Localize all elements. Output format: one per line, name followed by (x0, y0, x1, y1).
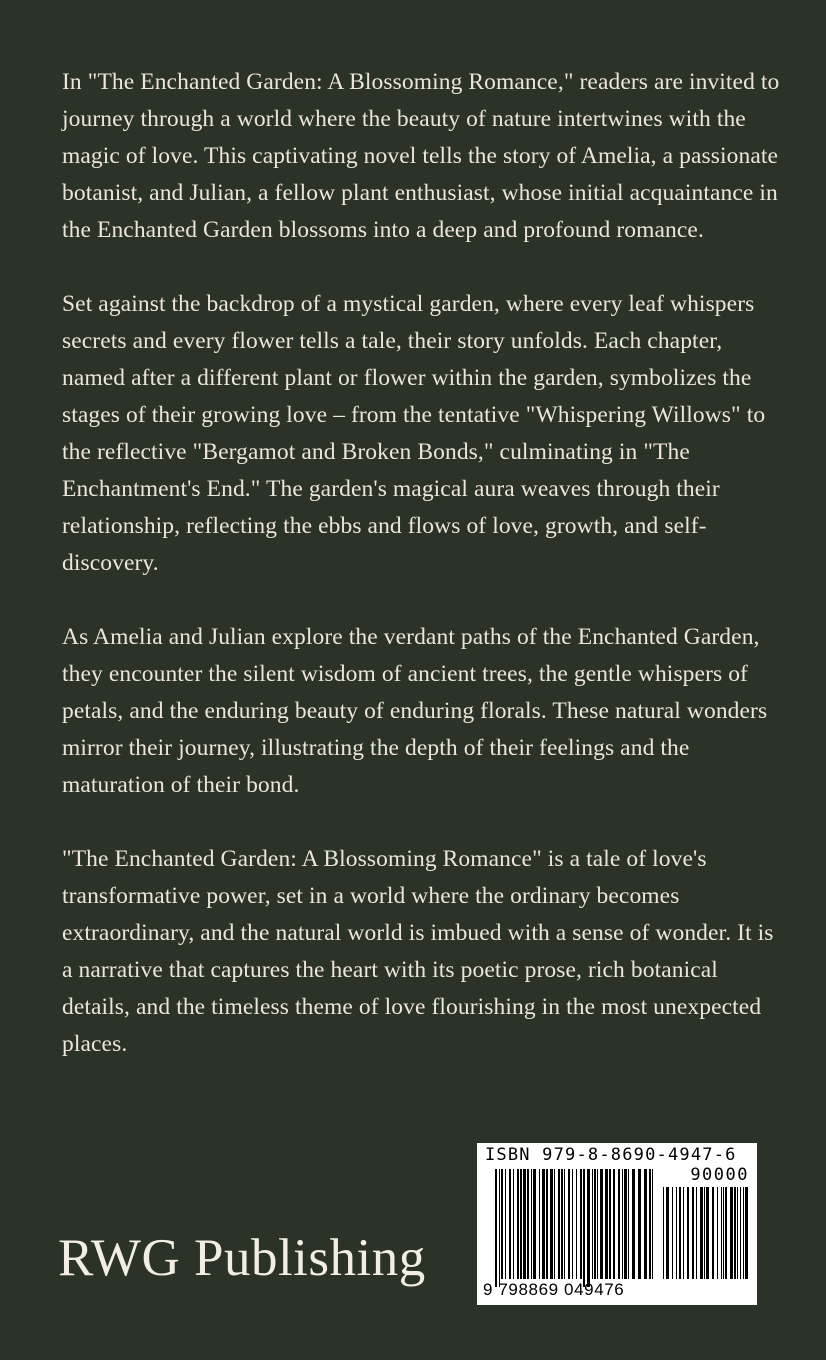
barcode-bar (652, 1169, 653, 1279)
barcode-bar (696, 1187, 697, 1279)
barcode-bar (576, 1169, 577, 1279)
barcode-bar (609, 1169, 611, 1279)
barcode-bar (572, 1169, 573, 1279)
barcode-bar (605, 1169, 608, 1279)
barcode-bar (704, 1187, 705, 1279)
barcode-bar (554, 1169, 555, 1279)
barcode-bar (725, 1187, 727, 1279)
barcode-bar (644, 1169, 647, 1279)
barcode-bar (700, 1187, 703, 1279)
barcode-bar (666, 1187, 669, 1279)
barcode-bar (592, 1169, 593, 1279)
barcode-bar (743, 1187, 744, 1279)
isbn-label: ISBN 979-8-8690-4947-6 (485, 1145, 737, 1165)
barcode-bar (676, 1187, 677, 1279)
barcode-bar (517, 1169, 519, 1279)
barcode-bar (531, 1169, 532, 1279)
barcode-bar (533, 1169, 536, 1279)
barcode-bar (587, 1169, 590, 1287)
barcode-bar (632, 1169, 635, 1279)
barcode-bar (672, 1187, 673, 1279)
barcode-bar (683, 1187, 684, 1279)
barcode-bar (546, 1169, 548, 1279)
barcode-bar (717, 1187, 718, 1279)
barcode-bar (613, 1169, 615, 1279)
barcode-bar (618, 1169, 620, 1279)
barcode-bar (679, 1187, 681, 1279)
barcode-bar (706, 1187, 709, 1279)
barcode-bar (649, 1169, 651, 1279)
barcode-bar (594, 1169, 596, 1279)
barcode-bar (692, 1187, 694, 1279)
barcode-bar (737, 1187, 738, 1279)
barcode-bar (564, 1169, 565, 1279)
barcode-bar (712, 1187, 714, 1279)
barcode-bar (734, 1187, 736, 1279)
blurb-paragraph: In "The Enchanted Garden: A Blossoming Romance," readers are invited to journey through a world where the beauty of nature intertwines with the magic of love. This captivating novel tells the story of Amelia, a passionate botanist, and Julian, a fellow plant enthusiast, whose initial acquaintance in the Enchanted Garden blossoms into a deep and profound romance. (62, 69, 780, 243)
barcode-bar (499, 1169, 500, 1287)
barcode-bar (663, 1187, 664, 1279)
barcode-bar (542, 1169, 545, 1279)
barcode-bar (600, 1169, 603, 1279)
barcode-bar (624, 1169, 627, 1279)
blurb-paragraph: "The Enchanted Garden: A Blossoming Romance" is a tale of love's transformative power, set in a world where the ordinary becomes extraordinary, and the natural world is imbued with a sense of wonder. It is a narrative that captures the heart with its poetic prose, rich botanical details, and the timeless theme of love flourishing in the most unexpected places. (62, 846, 774, 1057)
barcode-bar (745, 1187, 748, 1279)
barcode-bar (730, 1187, 733, 1279)
barcode-bar (687, 1187, 689, 1279)
blurb-paragraph: Set against the backdrop of a mystical garden, where every leaf whispers secrets and every flower tells a tale, their story unfolds. Each chapter, named after a different plant or flower within the garden, symbolizes the stages of their growing love – from the tentative "Whispering Willows" to the reflective "Bergamot and Broken Bonds," culminating in "The Enchantment's End." The garden's magical aura weaves through their relationship, reflecting the ebbs and flows of love, growth, and self-discovery. (62, 291, 766, 576)
barcode-bar (622, 1169, 623, 1279)
barcode-bar (509, 1169, 511, 1279)
barcode-bar (558, 1169, 560, 1279)
barcode-bar (501, 1169, 503, 1279)
barcode-bar (740, 1187, 741, 1279)
barcode-bar (561, 1169, 563, 1279)
barcode-bar (597, 1169, 598, 1279)
barcode-bar (513, 1169, 514, 1279)
barcode-digits: 9 798869 049476 (483, 1280, 625, 1299)
barcode-bar (523, 1169, 526, 1279)
barcode-bar (721, 1187, 722, 1279)
barcode-bar (583, 1169, 585, 1287)
barcode-bar (723, 1187, 724, 1279)
barcode-bar (505, 1169, 506, 1279)
barcode-bar (520, 1169, 522, 1279)
isbn-barcode (477, 1143, 757, 1305)
barcode-bar (539, 1169, 540, 1279)
barcode-bar (628, 1169, 629, 1279)
barcode-bar (580, 1169, 582, 1279)
back-cover-blurb (62, 64, 782, 1100)
price-code: 90000 (690, 1165, 749, 1185)
barcode-bar (495, 1169, 497, 1287)
barcode-bar (527, 1169, 529, 1279)
publisher-name: RWG Publishing (58, 1229, 426, 1287)
barcode-bar (550, 1169, 553, 1279)
blurb-paragraph: As Amelia and Julian explore the verdant paths of the Enchanted Garden, they encounter the silent wisdom of ancient trees, the gentle whispers of petals, and the enduring beauty of enduring florals. These natural wonders mirror their journey, illustrating the depth of their feelings and the maturation of their bond. (62, 624, 768, 798)
barcode-bar (568, 1169, 570, 1279)
barcode-bar (638, 1169, 641, 1279)
